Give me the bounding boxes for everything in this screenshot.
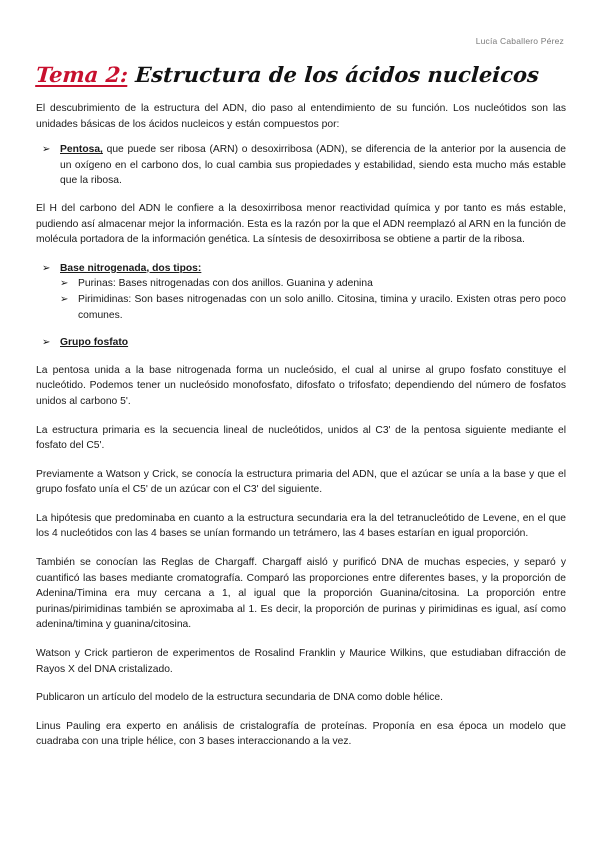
pirimidinas-text: Pirimidinas: Son bases nitrogenadas con un solo anillo. Citosina, timina y uracilo. Existen otras pero poco comunes. <box>78 293 566 321</box>
paragraph-chargaff: También se conocían las Reglas de Chargaff. Chargaff aisló y purificó DNA de muchas especies, y separó y cuantificó las bases mediante cromatografía. Comparó las proporciones entre diferentes bases, y la proporción de Adenina/Timina era muy cercana a 1, al igual que la proporción Guanina/citosina. La proporción entre purinas/pirimidinas también se aproximaba al 1. Es decir, la proporción de purinas y pirimidinas es igual, así como adenina/timina y guanina/citosina. <box>36 557 566 631</box>
grupo-fosfato-label: Grupo fosfato <box>60 337 129 349</box>
author-name: Lucía Caballero Pérez <box>475 36 564 46</box>
title-text: Estructura de los ácidos nucleicos <box>134 62 540 87</box>
paragraph-franklin-wilkins: Watson y Crick partieron de experimentos de Rosalind Franklin y Maurice Wilkins, que estudiaban difracción de Rayos X del DNA cristalizado. <box>36 648 566 675</box>
intro-paragraph: El descubrimiento de la estructura del ADN, dio paso al entendimiento de su función. Los nucleótidos son las unidades básicas de los ácidos nucleicos y están compuestos por: <box>36 103 566 130</box>
paragraph-watson-crick-previo: Previamente a Watson y Crick, se conocía la estructura primaria del ADN, que el azúcar se unía a la base y que el grupo fosfato unía el C5' de un azúcar con el C3' del siguiente. <box>36 468 566 496</box>
list-item-grupo-fosfato <box>36 335 566 351</box>
paragraph-estructura-primaria: La estructura primaria es la secuencia lineal de nucleótidos, unidos al C3' de la pentosa siguiente mediante el fosfato del C5'. <box>36 424 566 452</box>
pentosa-label: Pentosa, <box>60 144 103 156</box>
base-nitrogenada-label: Base nitrogenada, dos tipos: <box>60 262 202 274</box>
paragraph-doble-helice: Publicaron un artículo del modelo de la estructura secundaria de DNA como doble hélice. <box>36 692 443 704</box>
arrow-bullet-icon: ➢ <box>60 293 69 305</box>
sublist-item-purinas <box>36 276 566 292</box>
purinas-text: Purinas: Bases nitrogenadas con dos anillos. Guanina y adenina <box>78 278 373 290</box>
paragraph-levene: La hipótesis que predominaba en cuanto a la estructura secundaria era la del tetranucleótido de Levene, en el que los 4 nucleótidos con las 4 bases se unían formando un tetrámero, las 4 bases estarían en igual proporción. <box>36 512 566 540</box>
list-item-base-nitrogenada <box>36 261 566 277</box>
list-item-pentosa <box>36 142 566 189</box>
arrow-bullet-icon: ➢ <box>42 337 51 349</box>
paragraph-pauling: Linus Pauling era experto en análisis de cristalografía de proteínas. Proponía en esa época un modelo que cuadraba con una triple hélice, con 3 bases interaccionando a la vez. <box>36 720 566 748</box>
pentosa-text: que puede ser ribosa (ARN) o desoxirribosa (ADN), se diferencia de la anterior por la ausencia de un oxígeno en el carbono dos, lo cual cambia sus propiedades y estabilidad, siendo esta mucho más estable que la ribosa. <box>60 144 566 187</box>
title-topic-number: Tema 2: <box>35 62 129 87</box>
document-body <box>36 101 566 763</box>
paragraph-desoxirribosa: El H del carbono del ADN le confiere a la desoxirribosa menor reactividad química y por tanto es más estable, pudiendo así almacenar mejor la información. Esta es la razón por la que el ADN reemplazó al ARN en la función de molécula portadora de la información genética. La síntesis de desoxirribosa se obtiene a partir de la ribosa. <box>36 202 567 246</box>
paragraph-nucleosido: La pentosa unida a la base nitrogenada forma un nucleósido, el cual al unirse al grupo fosfato constituye el nucleótido. Podemos tener un nucleósido monofosfato, difosfato o trifosfato; dependiendo del número de fosfatos unidos al carbono 5'. <box>36 364 566 407</box>
arrow-bullet-icon: ➢ <box>42 144 51 156</box>
arrow-bullet-icon: ➢ <box>60 278 69 290</box>
sublist-item-pirimidinas <box>36 292 566 323</box>
arrow-bullet-icon: ➢ <box>42 262 51 274</box>
page-title <box>35 62 540 87</box>
